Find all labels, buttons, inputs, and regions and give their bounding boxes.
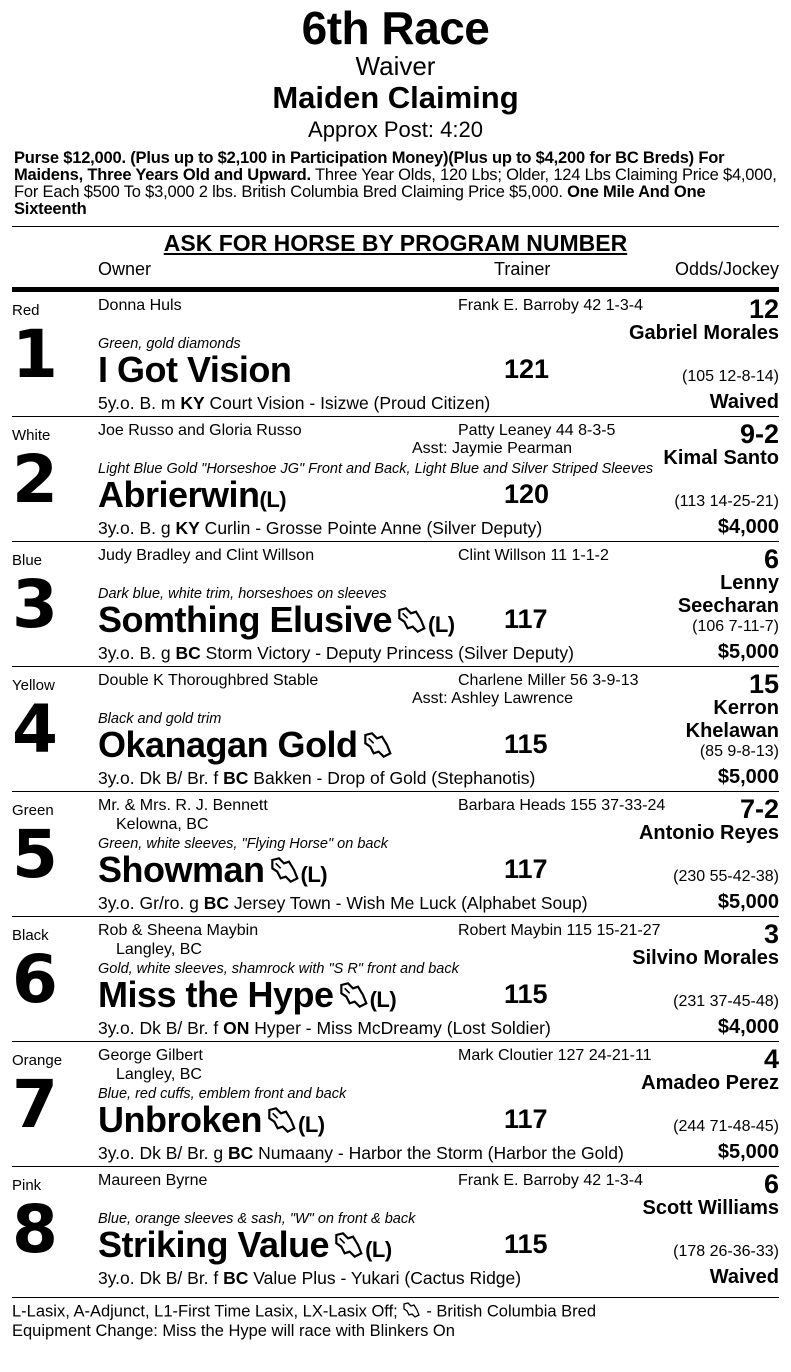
jockey-name: Amadeo Perez — [641, 1072, 779, 1094]
jockey-name: Kimal Santo — [663, 447, 779, 469]
legend-bc-text: - British Columbia Bred — [421, 1302, 596, 1321]
silks-description: Green, gold diamonds — [98, 336, 241, 352]
horse-name-text: Okanagan Gold — [98, 724, 358, 765]
owner-name: Rob & Sheena Maybin — [98, 922, 259, 939]
weight: 117 — [504, 1104, 548, 1134]
jockey-stats: (231 37-45-48) — [673, 993, 779, 1010]
breeding — [98, 1018, 551, 1039]
entry-row — [12, 1042, 779, 1167]
program-number: 6 — [12, 941, 58, 1018]
pedigree: Hyper - Miss McDreamy (Lost Soldier) — [249, 1018, 551, 1038]
assistant-trainer: Asst: Jaymie Pearman — [412, 440, 573, 457]
bc-bred-icon — [266, 1102, 296, 1142]
pedigree: Storm Victory - Deputy Princess (Silver Deputy) — [200, 643, 574, 663]
horse-name — [98, 600, 455, 645]
race-conditions — [14, 150, 779, 218]
jockey-stats: (113 14-25-21) — [674, 493, 779, 510]
jockey-name: Antonio Reyes — [638, 822, 779, 844]
age-sex: 3y.o. B. g — [98, 643, 176, 663]
horse-name-text: Abrierwin — [98, 474, 260, 515]
silks-description: Dark blue, white trim, horseshoes on sleeves — [98, 586, 387, 602]
morning-line-odds: 6 — [763, 1169, 779, 1199]
weight: 115 — [504, 979, 548, 1009]
program-number: 1 — [12, 316, 58, 393]
saddle-cloth-color: Yellow — [12, 677, 55, 694]
pedigree: Value Plus - Yukari (Cactus Ridge) — [248, 1268, 522, 1288]
horse-name — [98, 1100, 325, 1145]
horse-name — [98, 1225, 392, 1270]
saddle-cloth-color: Blue — [12, 552, 43, 569]
weight: 121 — [504, 354, 550, 384]
claiming-price: $4,000 — [717, 516, 779, 538]
legend-text: L-Lasix, A-Adjunct, L1-First Time Lasix, LX-Lasix Off; — [12, 1302, 398, 1321]
claiming-price: $5,000 — [717, 641, 779, 663]
bc-bred-icon — [362, 727, 392, 767]
morning-line-odds: 15 — [748, 669, 779, 699]
weight: 120 — [504, 479, 550, 509]
saddle-cloth-color: Orange — [12, 1052, 63, 1069]
jockey-stats: (244 71-48-45) — [673, 1118, 779, 1135]
claiming-price: $5,000 — [717, 1141, 779, 1163]
claiming-price: Waived — [709, 1266, 779, 1288]
assistant-trainer: Asst: Ashley Lawrence — [412, 690, 573, 707]
age-sex: 3y.o. Dk B/ Br. g — [98, 1143, 229, 1163]
owner-location: Langley, BC — [116, 941, 202, 958]
horse-name-text: Striking Value — [98, 1224, 330, 1265]
trainer: Mark Cloutier 127 24-21-11 — [458, 1047, 652, 1064]
pedigree: Bakken - Drop of Gold (Stephanotis) — [248, 768, 536, 788]
saddle-cloth-color: Black — [12, 927, 49, 944]
silks-description: Black and gold trim — [98, 711, 222, 727]
entry-row — [12, 667, 779, 792]
legend — [12, 1302, 779, 1322]
bc-bred-icon — [269, 852, 299, 892]
saddle-cloth-color: Red — [12, 302, 40, 319]
breeding — [98, 768, 535, 789]
program-number: 2 — [12, 441, 58, 518]
morning-line-odds: 4 — [763, 1044, 779, 1074]
breeding — [98, 1268, 521, 1289]
bc-bred-icon — [396, 602, 426, 642]
age-sex: 3y.o. Dk B/ Br. f — [98, 768, 224, 788]
weight: 117 — [504, 604, 548, 634]
pedigree: Jersey Town - Wish Me Luck (Alphabet Soup) — [228, 893, 588, 913]
pedigree: Curlin - Grosse Pointe Anne (Silver Deputy) — [199, 518, 543, 538]
race-title: 6th Race — [301, 2, 490, 54]
morning-line-odds: 3 — [763, 919, 779, 949]
owner-name: Judy Bradley and Clint Willson — [98, 547, 315, 564]
foaling-state: BC — [223, 768, 249, 788]
foaling-state: BC — [228, 1143, 254, 1163]
morning-line-odds: 9-2 — [739, 419, 779, 449]
silks-description: Light Blue Gold "Horseshoe JG" Front and Back, Light Blue and Silver Striped Sleeves — [98, 461, 654, 477]
jockey-stats: (85 9-8-13) — [699, 743, 779, 760]
breeding — [98, 393, 490, 414]
claiming-price: $5,000 — [717, 766, 779, 788]
saddle-cloth-color: White — [12, 427, 51, 444]
trainer: Clint Willson 11 1-1-2 — [458, 547, 609, 564]
medication: (L) — [300, 862, 328, 887]
foaling-state: ON — [223, 1018, 250, 1038]
horse-name-text: Somthing Elusive — [98, 599, 393, 640]
bc-bred-icon — [333, 1227, 363, 1267]
saddle-cloth-color: Pink — [12, 1177, 42, 1194]
age-sex: 3y.o. Dk B/ Br. f — [98, 1268, 224, 1288]
race-subtitle: Waiver — [355, 51, 436, 81]
trainer: Robert Maybin 115 15-21-27 — [458, 922, 661, 939]
trainer-column-header: Trainer — [494, 259, 551, 279]
race-type: Maiden Claiming — [272, 80, 519, 115]
pedigree: Court Vision - Isizwe (Proud Citizen) — [204, 393, 491, 413]
age-sex: 3y.o. Gr/ro. g — [98, 893, 204, 913]
claiming-price: $5,000 — [717, 891, 779, 913]
owner-location: Langley, BC — [116, 1066, 202, 1083]
footer — [12, 1297, 779, 1340]
program-number: 3 — [12, 566, 58, 643]
saddle-cloth-color: Green — [12, 802, 54, 819]
medication: (L) — [365, 1237, 392, 1262]
breeding — [98, 518, 542, 539]
conditions-distance: One Mile And One Sixteenth — [14, 183, 706, 218]
weight: 115 — [504, 729, 548, 759]
silks-description: Green, white sleeves, "Flying Horse" on back — [98, 836, 388, 852]
bc-bred-icon — [402, 1302, 420, 1322]
owner-name: Donna Huls — [98, 297, 182, 314]
program-number: 8 — [12, 1191, 58, 1268]
foaling-state: KY — [175, 518, 200, 538]
owner-name: Mr. & Mrs. R. J. Bennett — [98, 797, 268, 814]
jockey-stats: (178 26-36-33) — [673, 1243, 779, 1260]
age-sex: 3y.o. Dk B/ Br. f — [98, 1018, 224, 1038]
owner — [98, 1171, 458, 1190]
silks-description: Blue, orange sleeves & sash, "W" on front & back — [98, 1211, 416, 1227]
jockey-stats: (106 7-11-7) — [692, 618, 779, 635]
breeding — [98, 893, 588, 914]
entry-row — [12, 292, 779, 417]
owner — [98, 921, 458, 959]
horse-name — [98, 975, 396, 1020]
horse-name — [98, 350, 291, 395]
foaling-state: KY — [180, 393, 205, 413]
medication: (L) — [298, 1112, 325, 1137]
medication: (L) — [259, 487, 287, 512]
bc-bred-icon — [338, 977, 368, 1017]
horse-name — [98, 850, 327, 895]
owner-column-header: Owner — [98, 259, 152, 279]
foaling-state: BC — [203, 893, 229, 913]
trainer: Charlene Miller 56 3-9-13 — [458, 672, 639, 689]
owner — [98, 421, 458, 440]
owner — [98, 546, 458, 565]
jockey-name: Silvino Morales — [632, 947, 779, 969]
post-time: Approx Post: 4:20 — [308, 117, 483, 142]
jockey-name: Lenny Seecharan — [677, 572, 779, 617]
jockey-name: Scott Williams — [642, 1197, 779, 1219]
trainer: Frank E. Barroby 42 1-3-4 — [458, 297, 643, 314]
horse-name — [98, 475, 286, 520]
ask-banner: ASK FOR HORSE BY PROGRAM NUMBER — [12, 226, 779, 259]
horse-name — [98, 725, 394, 770]
horse-name-text: Miss the Hype — [98, 974, 334, 1015]
claiming-price: Waived — [709, 391, 779, 413]
jockey-stats: (230 55-42-38) — [673, 868, 779, 885]
morning-line-odds: 6 — [763, 544, 779, 574]
owner — [98, 796, 458, 834]
breeding — [98, 643, 574, 664]
conditions-weights: Three Year Olds, 120 Lbs; Older, 124 Lbs Claiming Price $4,000, For Each $500 To $3,000 2 lbs. British Columbia Bred Claiming Price $5,000. — [14, 166, 777, 201]
horse-name-text: I Got Vision — [98, 349, 292, 390]
program-number: 4 — [12, 691, 58, 768]
owner-name: Joe Russo and Gloria Russo — [98, 422, 302, 439]
owner — [98, 1046, 458, 1084]
medication: (L) — [369, 987, 397, 1012]
foaling-state: BC — [223, 1268, 249, 1288]
medication: (L) — [428, 612, 455, 637]
odds-column-header: Odds/Jockey — [674, 259, 779, 279]
claiming-price: $4,000 — [717, 1016, 779, 1038]
entries-list — [0, 292, 791, 1291]
jockey-name: Gabriel Morales — [628, 322, 779, 344]
silks-description: Gold, white sleeves, shamrock with "S R" front and back — [98, 961, 459, 977]
morning-line-odds: 7-2 — [739, 794, 779, 824]
weight: 117 — [504, 854, 548, 884]
trainer: Frank E. Barroby 42 1-3-4 — [458, 1172, 643, 1189]
silks-description: Blue, red cuffs, emblem front and back — [98, 1086, 347, 1102]
conditions-purse: Purse $12,000. (Plus up to $2,100 in Participation Money)(Plus up to $4,200 for BC Breds) For Maidens, Three Years Old and Upward. — [14, 149, 725, 184]
owner-location: Kelowna, BC — [116, 816, 209, 833]
entry-row — [12, 1167, 779, 1291]
jockey-stats: (105 12-8-14) — [682, 368, 779, 385]
morning-line-odds: 12 — [748, 294, 779, 324]
entry-row — [12, 417, 779, 542]
trainer: Barbara Heads 155 37-33-24 — [458, 797, 666, 814]
age-sex: 3y.o. B. g — [98, 518, 176, 538]
equipment-change: Equipment Change: Miss the Hype will race with Blinkers On — [12, 1322, 455, 1340]
breeding — [98, 1143, 624, 1164]
program-number: 7 — [12, 1066, 58, 1143]
owner-name: George Gilbert — [98, 1047, 203, 1064]
horse-name-text: Unbroken — [98, 1099, 263, 1140]
entry-row — [12, 542, 779, 667]
entry-row — [12, 792, 779, 917]
pedigree: Numaany - Harbor the Storm (Harbor the Gold) — [253, 1143, 624, 1163]
trainer: Patty Leaney 44 8-3-5 — [458, 422, 616, 439]
owner-name: Maureen Byrne — [98, 1172, 208, 1189]
owner — [98, 296, 458, 315]
age-sex: 5y.o. B. m — [98, 393, 181, 413]
column-headers — [12, 259, 779, 283]
jockey-name: Kerron Khelawan — [685, 697, 779, 742]
weight: 115 — [504, 1229, 548, 1259]
owner — [98, 671, 458, 690]
entry-row — [12, 917, 779, 1042]
foaling-state: BC — [175, 643, 201, 663]
race-header — [0, 4, 791, 144]
owner-name: Double K Thoroughbred Stable — [98, 672, 319, 689]
program-number: 5 — [12, 816, 58, 893]
horse-name-text: Showman — [98, 849, 265, 890]
